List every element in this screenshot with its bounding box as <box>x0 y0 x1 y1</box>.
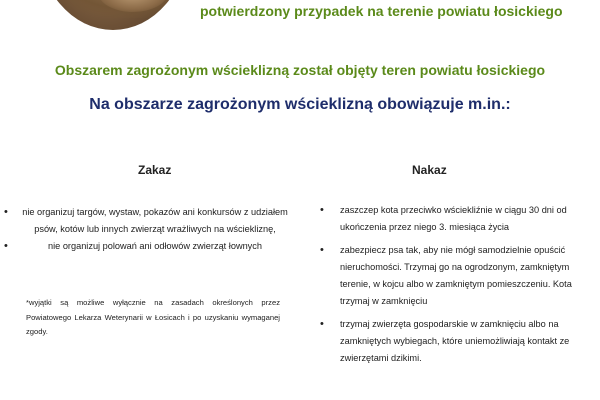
nakaz-list <box>340 202 572 373</box>
zakaz-item: • nie organizuj targów, wystaw, pokazów ani konkursów z udziałem psów, kotów lub innych zwierząt wrażliwych na wściekliznę, <box>12 204 298 238</box>
nakaz-item: • trzymaj zwierzęta gospodarskie w zamknięciu albo na zamkniętych wybiegach, które uniemożliwiają kontakt ze zwierzętami dzikimi. <box>340 316 572 367</box>
zakaz-footnote: *wyjątki są możliwe wyłącznie na zasadach określonych przez Powiatowego Lekarza Weterynarii w Łosicach i po uzyskaniu wymaganej zgody. <box>26 298 280 336</box>
nakaz-title: Nakaz <box>412 163 447 177</box>
nakaz-item: • zabezpiecz psa tak, aby nie mógł samodzielnie opuścić nieruchomości. Trzymaj go na ogrodzonym, zamkniętym terenie, w kojcu albo w zamkniętym pomieszczeniu. Kota trzymaj w zamknięciu <box>340 242 572 310</box>
headline: Obszarem zagrożonym wścieklizną został objęty teren powiatu łosickiego <box>54 62 546 78</box>
zakaz-title: Zakaz <box>138 163 172 177</box>
hero-photo <box>38 0 188 30</box>
zakaz-list <box>12 204 298 255</box>
zakaz-item: • nie organizuj polowań ani odłowów zwierząt łownych <box>12 238 298 255</box>
top-subtitle: potwierdzony przypadek na terenie powiatu łosickiego <box>200 3 563 19</box>
section-title: Na obszarze zagrożonym wścieklizną obowiązuje m.in.: <box>89 96 511 113</box>
nakaz-item: • zaszczep kota przeciwko wściekliźnie w ciągu 30 dni od ukończenia przez niego 3. miesiąca życia <box>340 202 572 236</box>
